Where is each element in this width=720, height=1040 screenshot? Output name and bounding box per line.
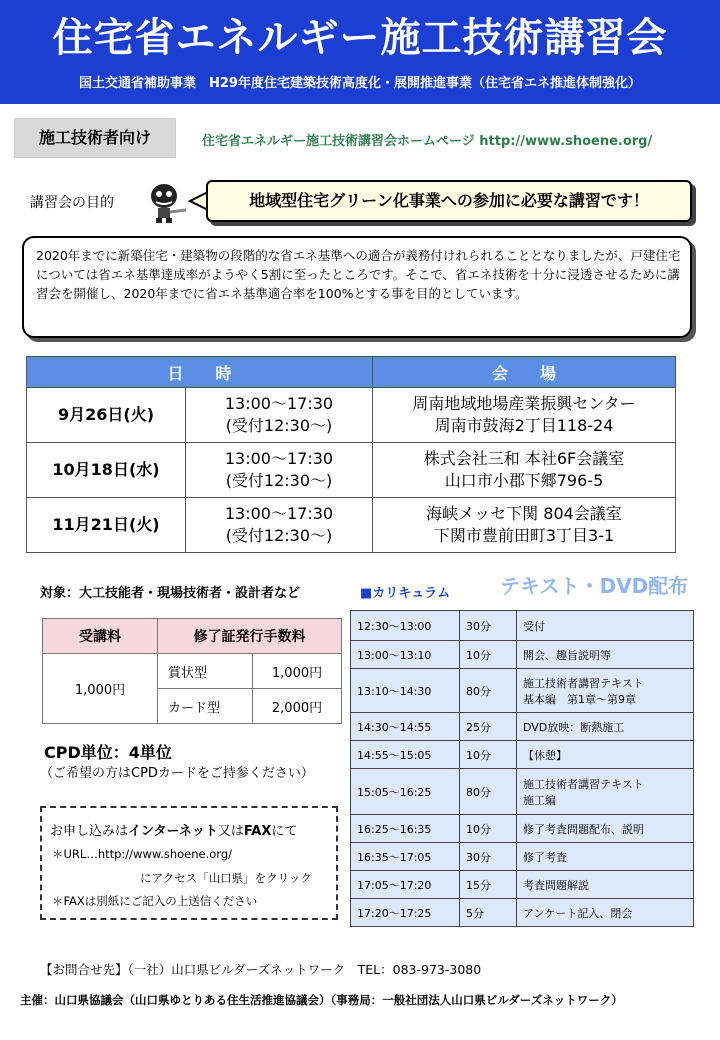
schedule-row xyxy=(27,443,676,498)
curriculum-table xyxy=(350,610,694,927)
text-dvd-tag: テキスト・DVD配布 xyxy=(500,574,689,598)
schedule-time: 13:00～17:30 (受付12:30～) xyxy=(186,388,373,443)
schedule-venue: 海峡メッセ下関 804会議室 下関市豊前田町3丁目3-1 xyxy=(373,498,676,553)
cpd-title: CPD単位：4単位 xyxy=(44,743,172,762)
schedule-header-datetime: 日 時 xyxy=(27,357,373,388)
curriculum-row: 12:30～13:00 30分 受付 xyxy=(351,611,694,641)
purpose-headline: 地域型住宅グリーン化事業への参加に必要な講習です！ xyxy=(206,180,692,222)
schedule-time: 13:00～17:30 (受付12:30～) xyxy=(186,498,373,553)
cert-price: 2,000円 xyxy=(253,689,342,724)
schedule-date: 11月21日(火) xyxy=(27,498,186,553)
page-title: 住宅省エネルギー施工技術講習会 xyxy=(52,15,668,61)
mascot-icon xyxy=(142,180,190,224)
curriculum-row: 13:00～13:10 10分 開会、趣旨説明等 xyxy=(351,641,694,669)
tuition-value: 1,000円 xyxy=(43,654,158,724)
contact-info: 【お問合せ先】（一社）山口県ビルダーズネットワーク TEL：083-973-3080 xyxy=(40,962,482,977)
apply-access: にアクセス「山口県」をクリック xyxy=(140,871,312,885)
schedule-row xyxy=(27,388,676,443)
schedule-time: 13:00～17:30 (受付12:30～) xyxy=(186,443,373,498)
cert-type: カード型 xyxy=(158,689,253,724)
purpose-label: 講習会の目的 xyxy=(30,195,114,211)
cpd-note: （ご希望の方はCPDカードをご持参ください） xyxy=(40,766,314,781)
homepage-link[interactable]: 住宅省エネルギー施工技術講習会ホームページ http://www.shoene.org/ xyxy=(202,134,653,149)
cert-type: 賞状型 xyxy=(158,654,253,689)
fee-table xyxy=(42,618,342,724)
purpose-text: 2020年までに新築住宅・建築物の段階的な省エネ基準への適合が義務付けれられることとなりましたが、戸建住宅については省エネ基準達成率がようやく5割に至ったところです。そこで、省エネ技術を十分に浸透させるために講習会を開催し、2020年までに省エネ基準適合率を100%とする事を目的としています。 xyxy=(36,248,681,301)
apply-url: ＊URL…http://www.shoene.org/ xyxy=(52,847,233,861)
apply-fax: ＊FAXは別紙にご記入の上送信ください xyxy=(52,894,258,908)
schedule-date: 10月18日(水) xyxy=(27,443,186,498)
curriculum-row: 14:30～14:55 25分 DVD放映：断熱施工 xyxy=(351,713,694,741)
schedule-header-venue: 会 場 xyxy=(373,357,676,388)
host-info: 主催：山口県協議会（山口県ゆとりある住生活推進協議会）（事務局：一般社団法人山口県ビルダーズネットワーク） xyxy=(20,993,623,1007)
audience-tab: 施工技術者向け xyxy=(14,118,176,158)
curriculum-row: 15:05～16:25 80分 施工技術者講習テキスト 施工編 xyxy=(351,769,694,815)
apply-method: お申し込みはインターネット又はFAXにて xyxy=(50,824,298,839)
schedule-venue: 株式会社三和 本社6F会議室 山口市小郡下郷796-5 xyxy=(373,443,676,498)
curriculum-heading: ■カリキュラム xyxy=(360,586,451,601)
schedule-table xyxy=(26,356,676,553)
curriculum-row: 14:55～15:05 10分 【休憩】 xyxy=(351,741,694,769)
schedule-venue: 周南地域地場産業振興センター 周南市鼓海2丁目118-24 xyxy=(373,388,676,443)
curriculum-row: 16:25～16:35 10分 修了考査問題配布、説明 xyxy=(351,815,694,843)
fee-header-cert: 修了証発行手数料 xyxy=(158,619,342,654)
curriculum-row: 13:10～14:30 80分 施工技術者講習テキスト 基本編 第1章～第9章 xyxy=(351,669,694,713)
schedule-date: 9月26日(火) xyxy=(27,388,186,443)
page-subtitle: 国土交通省補助事業 H29年度住宅建築技術高度化・展開推進事業（住宅省エネ推進体制強化） xyxy=(79,76,641,91)
cert-price: 1,000円 xyxy=(253,654,342,689)
fee-header-tuition: 受講料 xyxy=(43,619,158,654)
target-audience: 対象：大工技能者・現場技術者・設計者など xyxy=(40,586,301,601)
curriculum-row: 17:20～17:25 5分 アンケート記入、閉会 xyxy=(351,899,694,927)
schedule-row xyxy=(27,498,676,553)
curriculum-row: 17:05～17:20 15分 考査問題解説 xyxy=(351,871,694,899)
curriculum-row: 16:35～17:05 30分 修了考査 xyxy=(351,843,694,871)
